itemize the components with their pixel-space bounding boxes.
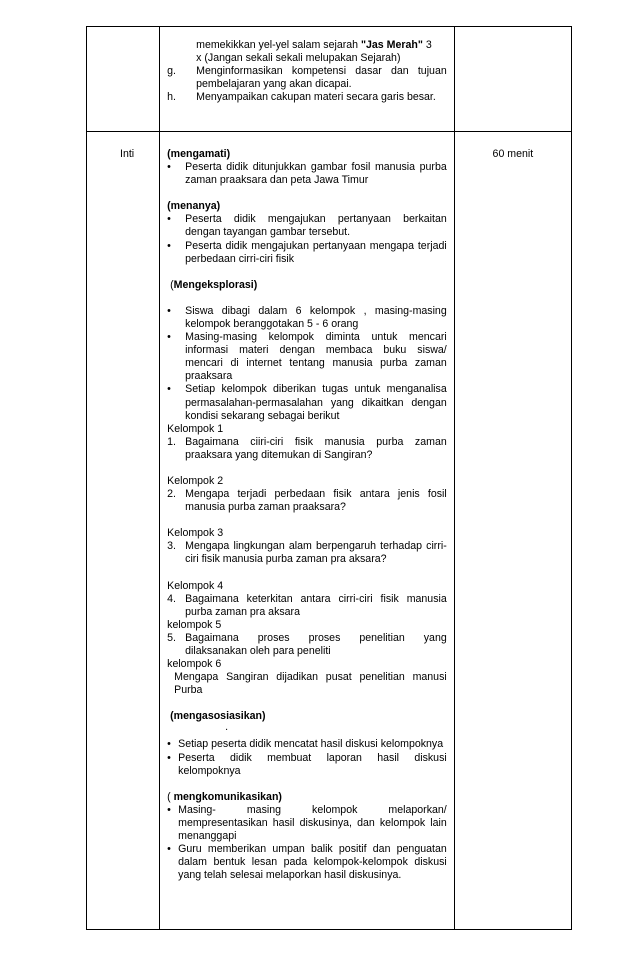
phase-label: Inti	[120, 148, 135, 160]
bullet-item: • Setiap peserta didik mencatat hasil diskusi kelompoknya	[167, 738, 444, 751]
group-label: Kelompok 4	[167, 579, 224, 592]
group-question: Mengapa Sangiran dijadikan pusat penelitian manusi Purba	[174, 671, 447, 697]
group-question: 3. Mengapa lingkungan alam berpengaruh terhadap cirri-ciri fisik manusia purba zaman pra aksara?	[167, 540, 447, 566]
heading-mengeksplorasi: (Mengeksplorasi)	[170, 278, 258, 291]
bullet-item: • Setiap kelompok diberikan tugas untuk menganalisa permasalahan-permasalahan yang dikaitkan dengan kondisi sekarang sebagai berikut	[167, 383, 447, 422]
group-label: kelompok 6	[167, 658, 222, 671]
bullet-item: • Peserta didik ditunjukkan gambar fosil manusia purba zaman praaksara dan peta Jawa Timur	[167, 161, 447, 187]
activity-cell-inti	[160, 132, 455, 930]
group-question: 5. Bagaimana proses proses penelitian yang dilaksanakan oleh para peneliti	[167, 631, 447, 657]
group-label: Kelompok 1	[167, 422, 224, 435]
time-allocation: 60 menit	[492, 148, 534, 160]
group-question: 4. Bagaimana keterkitan antara cirri-ciri fisik manusia purba zaman pra aksara	[167, 592, 447, 618]
heading-mengasosiasikan: (mengasosiasikan)	[170, 710, 266, 723]
bullet-item: • Guru memberikan umpan balik positif dan penguatan dalam bentuk lesan pada kelompok-kelompok diskusi yang telah selesai melaporkan hasil diskusinya.	[167, 843, 447, 882]
heading-mengkomunikasikan: ( mengkomunikasikan)	[167, 790, 282, 803]
inti-row	[87, 132, 572, 930]
time-cell	[454, 132, 571, 930]
activity-cell-opening	[160, 27, 455, 132]
group-question: 1. Bagaimana ciiri-ciri fisik manusia purba zaman praaksara yang ditemukan di Sangiran?	[167, 435, 447, 461]
item-g: g. Menginformasikan kompetensi dasar dan tujuan pembelajaran yang akan dicapai.	[167, 65, 447, 91]
bullet-item: • Masing- masing kelompok melaporkan/ mempresentasikan hasil diskusinya, dan kelompok lain menanggapi	[167, 803, 447, 843]
continued-item: memekikkan yel-yel salam sejarah "Jas Merah" 3 x (Jangan sekali sekali melupakan Sejarah)	[196, 39, 432, 65]
bullet-item: • Masing-masing kelompok diminta untuk mencari informasi materi dengan membaca buku siswa/ mencari di internet tentang manusia purba zaman praaksara	[167, 331, 447, 383]
phase-cell-empty	[87, 27, 160, 132]
group-label: Kelompok 2	[167, 474, 224, 487]
opening-row	[87, 27, 572, 132]
bullet-item: • Peserta didik mengajukan pertanyaan berkaitan dengan tayangan gambar tersebut.	[167, 213, 447, 239]
stray-dot: .	[225, 721, 229, 734]
lesson-plan-table	[86, 26, 572, 930]
bullet-item: • Siswa dibagi dalam 6 kelompok , masing-masing kelompok beranggotakan 5 - 6 orang	[167, 304, 447, 330]
time-cell-empty	[454, 27, 571, 132]
group-label: Kelompok 3	[167, 527, 224, 540]
item-h: h. Menyampaikan cakupan materi secara garis besar.	[167, 91, 436, 104]
bullet-item: • Peserta didik mengajukan pertanyaan mengapa terjadi perbedaan cirri-ciri fisik	[167, 239, 447, 265]
heading-mengamati: (mengamati)	[167, 148, 231, 160]
group-label: kelompok 5	[167, 618, 222, 631]
phase-cell	[87, 132, 160, 930]
heading-menanya: (menanya)	[167, 200, 221, 213]
group-question: 2. Mengapa terjadi perbedaan fisik antara jenis fosil manusia purba zaman praaksara?	[167, 488, 447, 514]
bullet-item: • Peserta didik membuat laporan hasil diskusi kelompoknya	[167, 751, 447, 777]
